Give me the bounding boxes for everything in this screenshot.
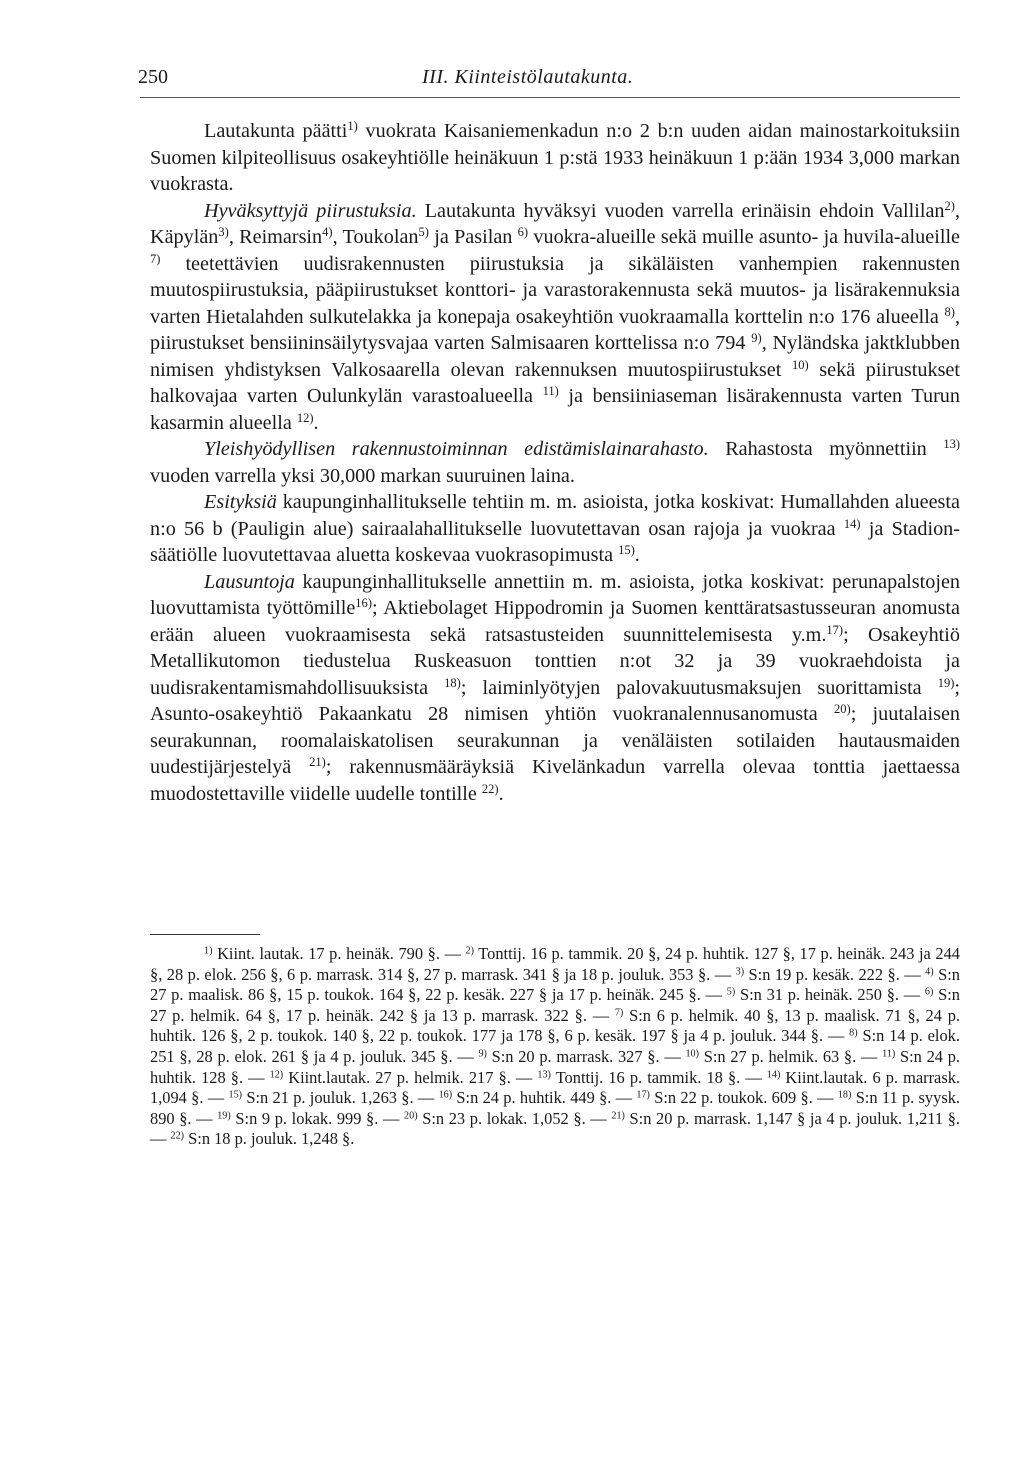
footnote-marker: 15) (228, 1089, 243, 1101)
footnote-marker: 22) (170, 1130, 185, 1142)
text-run: , Reimarsin (228, 226, 323, 248)
footnote-rule (150, 934, 260, 935)
text-run: Tonttij. 16 p. tammik. 20 §, 24 p. huhtik. 127 §, 17 p. heinäk. 243 ja 244 §, 28 p. elok. 256 §, 6 p. marrask. 314 §, 27 p. marrask. 341 § ja 18 p. jouluk. 353 §. — (150, 944, 960, 984)
page-number: 250 (138, 66, 168, 88)
section-title: III. Kiinteistölautakunta. (422, 66, 634, 88)
text-run: Kiint.lautak. 6 p. marrask. 1,094 §. — (150, 1067, 960, 1108)
text-run: Lautakunta päätti (204, 120, 348, 142)
footnote-marker: 16) (438, 1089, 453, 1101)
text-run: teetettävien uudisrakennusten piirustuksia ja sikäläisten vanhempien rakennusten muutospiirustuksia, pääpiirustukset konttori- ja varastorakennusta sekä muutos- ja lisärakennuksia varten Hietalahden sulkutelakka ja konepaja osakeyhtiön vuokraamalla korttelin n:o 176 alueella (150, 252, 960, 328)
text-run: ; Aktiebolaget Hippodromin ja Suomen kenttäratsastusseuran anomusta erään alueen vuokraamisesta sekä ratsastusteiden suunnittelemisesta y.m. (150, 597, 960, 646)
text-run: ; laiminlyötyjen palovakuutusmaksujen suorittamista (460, 676, 938, 699)
footnote-marker: 7) (614, 1007, 624, 1019)
footnote-marker: 21) (611, 1110, 625, 1122)
footnote-marker: 6) (924, 986, 934, 998)
text-run: ja Stadion-säätiölle luovutettavaa aluetta koskevaa vuokrasopimusta (150, 517, 960, 566)
text-run: S:n 21 p. jouluk. 1,263 §. — (242, 1088, 439, 1108)
footnote-marker: 3) (735, 966, 745, 978)
footnote-marker: 9) (751, 331, 762, 346)
text-run: S:n 18 p. jouluk. 1,248 §. (184, 1129, 355, 1149)
footnote-marker: 12) (296, 410, 314, 425)
text-run: S:n 11 p. syysk. 890 §. — (150, 1088, 960, 1128)
text-run: vuokrata Kaisaniemenkadun n:o 2 b:n uuden aidan mainostarkoituksiin Suomen kilpiteollisuus osakeyhtiölle heinäkuun 1 p:stä 1933 heinäkuun 1 p:ään 1934 3,000 markan vuokrasta. (150, 120, 960, 195)
text-run: S:n 19 p. kesäk. 222 §. — (744, 964, 926, 984)
footnote-marker: 17) (826, 622, 844, 637)
footnote-marker: 11) (882, 1048, 896, 1060)
footnote-marker: 14) (843, 516, 861, 531)
footnote-paragraph (150, 944, 960, 1150)
text-run: vuokra-alueille sekä muille asunto- ja huvila-alueille (528, 226, 961, 248)
footnote-marker: 3) (218, 225, 229, 240)
running-head (138, 66, 960, 90)
footnote-marker: 18) (837, 1089, 852, 1101)
footnote-marker: 4) (322, 225, 333, 240)
text-run: ; Osakeyhtiö Metallikutomon tiedustelua Ruskeasuon tonttien n:ot 32 ja 39 vuokraehdoista ja uudisrakentamismahdollisuuksista (150, 623, 960, 699)
text-run: , piirustukset bensiininsäilytysvajaa varten Salmisaaren korttelissa n:o 794 (150, 305, 960, 354)
footnote-marker: 4) (925, 966, 934, 978)
footnote-marker: 11) (542, 384, 559, 399)
footnote-marker: 2) (465, 945, 474, 957)
paragraph-heading: Hyväksyttyjä piirustuksia. (204, 199, 417, 222)
text-run: Lautakunta hyväksyi vuoden varrella erinäisin ehdoin Vallilan (416, 199, 945, 222)
paragraph (150, 489, 960, 569)
header-rule (140, 97, 960, 98)
text-run: . (634, 544, 640, 566)
text-run: S:n 27 p. helmik. 63 §. — (699, 1046, 883, 1066)
footnote-marker: 9) (478, 1048, 487, 1060)
text-run: S:n 24 p. huhtik. 449 §. — (452, 1088, 637, 1108)
text-run: sekä piirustukset halkovajaa varten Oulunkylän varastoalueella (150, 358, 960, 407)
text-run: S:n 23 p. lokak. 1,052 §. — (417, 1108, 612, 1128)
text-run: S:n 9 p. lokak. 999 §. — (230, 1108, 405, 1128)
footnotes (150, 944, 960, 1150)
footnote-marker: 19) (937, 675, 955, 690)
text-run: ja bensiiniaseman lisärakennusta varten Turun kasarmin alueella (150, 385, 960, 434)
footnote-marker: 13) (943, 437, 961, 452)
footnote-marker: 15) (618, 543, 635, 558)
text-run: S:n 27 p. helmik. 64 §, 17 p. heinäk. 242 § ja 13 p. marrask. 322 §. — (150, 985, 960, 1025)
text-run: kaupunginhallitukselle annettiin m. m. asioista, jotka koskivat: perunapalstojen luovuttamista työttömille (150, 570, 960, 619)
footnote-marker: 12) (269, 1068, 284, 1080)
body-text (150, 118, 960, 807)
footnote-marker: 14) (766, 1068, 781, 1080)
footnote-marker: 16) (355, 596, 372, 611)
text-run: ; Asunto-osakeyhtiö Pakaankatu 28 nimisen yhtiön vuokranalennusanomusta (150, 676, 960, 725)
text-run: S:n 24 p. huhtik. 128 §. — (150, 1046, 960, 1087)
paragraph-heading: Esityksiä (204, 491, 277, 513)
footnote-marker: 2) (944, 198, 955, 213)
text-run: , Toukolan (332, 226, 419, 248)
footnote-marker: 10) (685, 1048, 699, 1060)
text-run: S:n 27 p. maalisk. 86 §, 15 p. toukok. 164 §, 22 p. kesäk. 227 § ja 17 p. heinäk. 245 §. — (150, 964, 960, 1005)
text-run: S:n 22 p. toukok. 609 §. — (649, 1088, 838, 1108)
paragraph-heading: Yleishyödyllisen rakennustoiminnan edistämislainarahasto. (204, 438, 709, 460)
text-run: , Käpylän (150, 199, 960, 248)
footnote-marker: 5) (418, 225, 429, 240)
text-run: ; juutalaisen seurakunnan, roomalaiskatolisen seurakunnan ja venäläisten sotilaiden hautausmaiden uudestijärjestelyä (150, 703, 961, 778)
text-run: S:n 6 p. helmik. 40 §, 13 p. maalisk. 71 §, 24 p. huhtik. 126 §, 2 p. toukok. 140 §, 22 p. toukok. 177 ja 178 §, 6 p. kesäk. 197 § ja 4 p. jouluk. 344 §. — (150, 1005, 960, 1046)
text-run: , Nyländska jaktklubben nimisen yhdistyksen Valkosaarella olevan rakennuksen muutospiirustukset (150, 332, 960, 381)
text-run: S:n 31 p. heinäk. 250 §. — (735, 985, 925, 1005)
paragraph-heading: Lausuntoja (204, 570, 295, 593)
footnote-marker: 19) (217, 1110, 231, 1122)
text-run: Kiint. lautak. 17 p. heinäk. 790 §. — (212, 944, 466, 963)
footnote-marker: 17) (636, 1089, 650, 1101)
footnote-marker: 21) (309, 755, 326, 770)
text-run: Kiint.lautak. 27 p. helmik. 217 §. — (283, 1067, 538, 1087)
text-run: Rahastosta myönnettiin (708, 438, 944, 460)
footnote-marker: 20) (404, 1110, 418, 1122)
footnote-marker: 1) (347, 119, 358, 134)
text-run: S:n 14 p. elok. 251 §, 28 p. elok. 261 § ja 4 p. jouluk. 345 §. — (150, 1026, 960, 1066)
text-run: S:n 20 p. marrask. 1,147 § ja 4 p. jouluk. 1,211 §. — (150, 1108, 960, 1149)
text-run: kaupunginhallitukselle tehtiin m. m. asioista, jotka koskivat: Humallahden alueesta n:o 56 b (Pauligin alue) sairaalahallitukselle luovutettavan osan rajoja ja vuokraa (150, 491, 960, 540)
footnote-marker: 8) (849, 1027, 858, 1039)
footnote-marker: 1) (204, 945, 213, 957)
footnote-marker: 13) (537, 1068, 551, 1080)
footnote-marker: 6) (517, 225, 529, 240)
paragraph (150, 569, 960, 808)
footnote-marker: 7) (150, 251, 161, 266)
footnote-marker: 8) (944, 304, 955, 319)
footnote-marker: 20) (834, 702, 851, 717)
text-run: vuoden varrella yksi 30,000 markan suuruinen laina. (150, 464, 575, 487)
paragraph (150, 436, 960, 489)
footnote-marker: 5) (726, 986, 736, 998)
paragraph (150, 118, 960, 198)
text-run: ; rakennusmääräyksiä Kivelänkadun varrella olevaa tonttia jaettaessa muodostettaville viidelle uudelle tontille (150, 756, 960, 805)
footnote-marker: 10) (791, 357, 809, 372)
footnote-marker: 18) (444, 675, 461, 690)
text-run: S:n 20 p. marrask. 327 §. — (486, 1046, 686, 1066)
paragraph (150, 198, 960, 437)
text-run: ja Pasilan (428, 226, 518, 248)
text-run: . (313, 411, 319, 434)
footnote-marker: 22) (481, 781, 499, 796)
text-run: . (498, 782, 504, 805)
text-run: Tonttij. 16 p. tammik. 18 §. — (550, 1067, 767, 1087)
